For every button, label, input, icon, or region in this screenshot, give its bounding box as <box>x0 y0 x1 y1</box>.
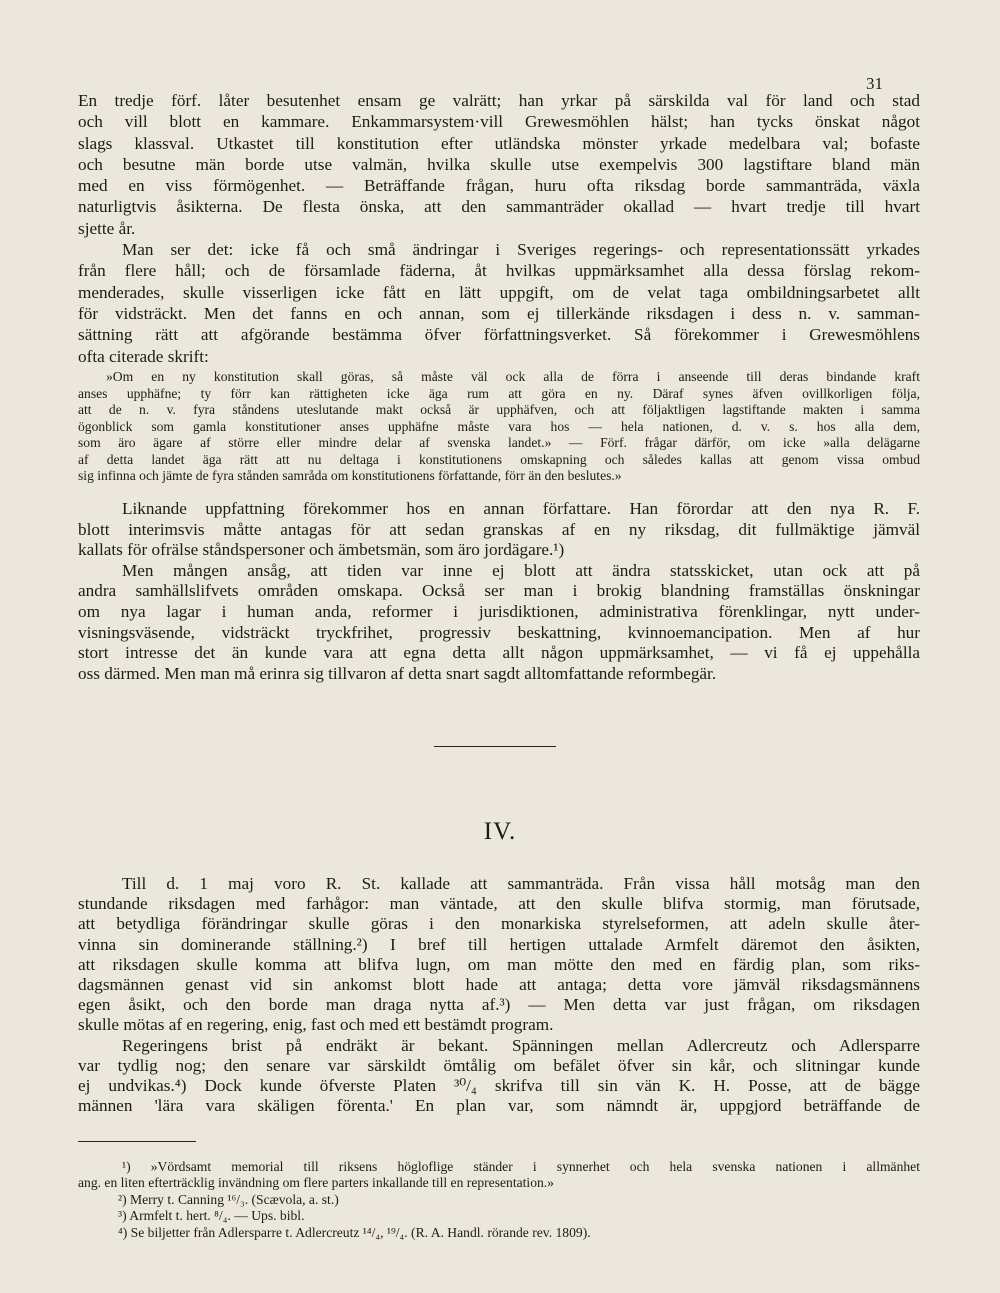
text-line: Till d. 1 maj voro R. St. kallade att sammanträda. Från vissa håll motsåg man den <box>122 874 920 893</box>
page-number: 31 <box>866 74 883 93</box>
quote-line: sig infinna och jämte de fyra stånden samråda om konstitutionens författande, förr än den beslutes.» <box>78 468 622 483</box>
text-line: slags klassval. Utkastet till konstitution efter utländska mönster yrkade medelbara val; bofaste <box>78 133 920 153</box>
text-line: skulle mötas af en regering, enig, fast och med ett bestämdt program. <box>78 1015 554 1035</box>
text-line: sjette år. <box>78 218 136 238</box>
quote-line: ögonblick som gamla konstitutioner anses upphäfne måste vara hos — hela nationen, d. v. s. hos alla dem, <box>78 418 920 434</box>
text-line: visningsväsende, vidsträckt tryckfrihet, progressiv beskattning, kvinnoemancipation. Men af hur <box>78 622 920 642</box>
text-line: blott interimsvis måtte antagas för att sedan granskas af en ny riksdag, dit fullmäktige jämväl <box>78 519 920 539</box>
text-line: att betydliga förändringar skulle göras i den monarkiska styrelseformen, att adeln skulle åter- <box>78 914 920 934</box>
footnote-line: ang. en liten efterträcklig invändning om flere parters inkallande till en representation.» <box>78 1175 554 1191</box>
text-line: var tydlig nog; den senare var särskildt ömtålig om befälet öfver sin kår, och slitningar kunde <box>78 1055 920 1075</box>
text-line: med en viss förmögenhet. — Beträffande frågan, huru ofta riksdag borde sammanträda, växla <box>78 176 920 196</box>
text-line: att riksdagen skulle komma att blifva lugn, om man mötte den med en färdig plan, som riks- <box>78 954 920 974</box>
text-line: vinna sin dominerande ställning.²) I bref till hertigen uttalade Armfelt däremot den åsikten, <box>78 934 920 954</box>
text-line: Man ser det: icke få och små ändringar i Sveriges regerings- och representationssätt yrkades <box>122 240 920 260</box>
text-line: sättning rätt att afgörande bestämma öfver författningsverket. Så förekommer i Grewesmöhlens <box>78 325 920 345</box>
quote-line: att de n. v. fyra ståndens uteslutande makt också är upphäfven, och att följaktligen lagstiftande makten i samma <box>78 402 920 417</box>
text-line: andra samhällslifvets områden omskapa. Också ser man i brokig blandning framställas önskningar <box>78 581 920 601</box>
text-line: dagsmännen genast vid sin ankomst blott hade att antaga; detta vore jämväl riksdagsmännens <box>78 974 920 994</box>
text-line: stort intresse det än kunde vara att egna detta allt någon uppmärksamhet, — vi få ej uppehålla <box>78 643 920 663</box>
text-line: naturligtvis åsikterna. De flesta önska, att den sammanträder okallad — hvart tredje till hvart <box>78 197 920 217</box>
footnote-rule <box>78 1141 196 1142</box>
text-line: och vill blott en kammare. Enkammarsystem·vill Grewesmöhlen hälst; han tycks önskat något <box>78 112 920 132</box>
footnote-line: ²) Merry t. Canning ¹⁶/₃. (Scævola, a. st.) <box>118 1191 339 1207</box>
quote-line: »Om en ny konstitution skall göras, så måste väl ock alla de förra i anseende till deras bindande kraft <box>106 369 920 384</box>
body-text-block-1 <box>78 90 920 367</box>
text-line: Liknande uppfattning förekommer hos en annan författare. Han förordar att den nya R. F. <box>122 499 920 518</box>
text-line: En tredje förf. låter besutenhet ensam ge valrätt; han yrkar på särskilda val för land och stad <box>78 91 920 110</box>
text-line: för vidsträckt. Men det fanns en och annan, som ej tillerkände riksdagen i dess n. v. samman- <box>78 303 920 323</box>
quote-line: af detta landet äga rätt att nu deltaga i konstitutionens omskapning och således kallas att genom vissa ombud <box>78 451 920 467</box>
text-line: menderades, skulle visserligen icke fått en lätt uppgift, om de velat taga ombildningsarbetet allt <box>78 282 920 302</box>
footnote-line: ¹) »Vördsamt memorial till riksens högloflige ständer i synnerhet och hela svenska nationen i allmänhet <box>122 1159 920 1174</box>
text-line: stundande riksdagen med farhågor: man väntade, att den skulle blifva stormig, man förutsade, <box>78 894 920 914</box>
quote-line: som äro ägare af större eller mindre delar af svenska landet.» — Förf. frågar därför, om icke »alla delägarne <box>78 435 920 450</box>
text-line: kallats för ofrälse ståndspersoner och ämbetsmän, som äro jordägare.¹) <box>78 540 565 560</box>
footnote-line: ⁴) Se biljetter från Adlersparre t. Adlercreutz ¹⁴/₄, ¹⁹/₄. (R. A. Handl. rörande rev. 1809). <box>118 1224 591 1240</box>
block-quote <box>78 369 920 485</box>
text-line: egen åsikt, och den borde man draga nytta af.³) — Men detta var just frågan, om riksdagen <box>78 995 920 1015</box>
quote-line: anses upphäfne; ty förr kan rättigheten icke äga rum att göra en ny. Däraf synes äfven ovillkorligen följa, <box>78 385 920 401</box>
text-line: om nya lagar i human anda, reformer i jurisdiktionen, administrativa förenklingar, nytt under- <box>78 601 920 621</box>
text-line: oss därmed. Men man må erinra sig tillvaron af detta snart sagdt alltomfattande reformbegär. <box>78 663 717 683</box>
text-line: männen 'lära vara skäligen förenta.' En plan var, som nämndt är, uppgjord beträffande de <box>78 1096 920 1116</box>
text-line: ej undvikas.⁴) Dock kunde öfverste Platen ³⁰/₄ skrifva till sin vän K. H. Posse, att de bägge <box>78 1075 920 1095</box>
text-line: Regeringens brist på endräkt är bekant. Spänningen mellan Adlercreutz och Adlersparre <box>122 1035 920 1055</box>
body-text-block-2 <box>78 499 920 684</box>
footnote-line: ³) Armfelt t. hert. ⁸/₄. — Ups. bibl. <box>118 1208 305 1224</box>
section-heading: IV. <box>483 818 517 845</box>
body-text-block-3 <box>78 874 920 1116</box>
text-line: Men mången ansåg, att tiden var inne ej blott att ändra statsskicket, utan ock att på <box>122 560 920 580</box>
text-line: och besutne män borde utse valmän, hvilka skulle utse exempelvis 300 lagstiftare bland män <box>78 154 920 174</box>
section-divider <box>434 746 556 747</box>
text-line: ofta citerade skrift: <box>78 346 209 366</box>
footnotes <box>78 1159 920 1241</box>
text-line: från flere håll; och de församlade fäderna, åt hvilkas uppmärksamhet alla dessa förslag rekom- <box>78 261 920 281</box>
